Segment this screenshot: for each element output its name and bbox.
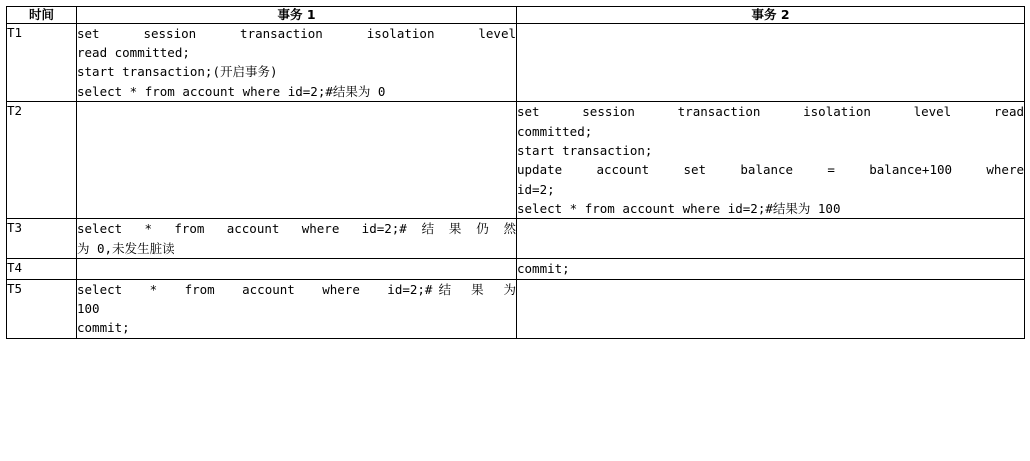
empty-cell-transaction-2 — [517, 23, 1025, 102]
column-header-time: 时间 — [7, 7, 77, 24]
sql-line: commit; — [517, 261, 570, 277]
sql-line: start transaction; — [517, 142, 653, 158]
empty-cell-transaction-1 — [77, 259, 517, 279]
column-header-transaction-2: 事务 2 — [517, 7, 1025, 24]
sql-line: 100 — [77, 300, 100, 316]
sql-line: select * from account where id=2;#结 果 为 — [77, 281, 516, 297]
sql-line: select * from account where id=2;#结果为 100 — [517, 201, 841, 216]
time-label: T5 — [7, 279, 77, 338]
sql-line: committed; — [517, 123, 593, 139]
table-row — [7, 102, 1025, 219]
sql-block-transaction-2 — [517, 259, 1025, 279]
table-row — [7, 279, 1025, 338]
sql-line: set session transaction isolation level — [77, 25, 516, 41]
table-row — [7, 219, 1025, 259]
sql-line: select * from account where id=2;#结果为 0 — [77, 83, 386, 99]
sql-line: start transaction;(开启事务) — [77, 64, 278, 80]
table-body — [7, 23, 1025, 338]
sql-block-transaction-1 — [77, 219, 517, 259]
sql-line: set session transaction isolation level read — [517, 104, 1024, 120]
sql-block-transaction-1 — [77, 23, 517, 102]
table-row — [7, 259, 1025, 279]
sql-line: commit; — [77, 320, 130, 336]
empty-cell-transaction-1 — [77, 102, 517, 219]
table-header — [7, 7, 1025, 24]
table-row — [7, 23, 1025, 102]
empty-cell-transaction-2 — [517, 219, 1025, 259]
sql-line: select * from account where id=2;#结果仍然 — [77, 221, 516, 237]
sql-block-transaction-2 — [517, 102, 1025, 219]
table-header-row — [7, 7, 1025, 24]
sql-line: update account set balance = balance+100 where — [517, 162, 1024, 178]
empty-cell-transaction-2 — [517, 279, 1025, 338]
sql-line: read committed; — [77, 45, 190, 60]
time-label: T2 — [7, 102, 77, 219]
transaction-timeline-table — [6, 6, 1025, 339]
time-label: T3 — [7, 219, 77, 259]
time-label: T4 — [7, 259, 77, 279]
sql-line: id=2; — [517, 181, 555, 197]
column-header-transaction-1: 事务 1 — [77, 7, 517, 24]
time-label: T1 — [7, 23, 77, 102]
sql-block-transaction-1 — [77, 279, 517, 338]
sql-line: 为 0,未发生脏读 — [77, 240, 175, 256]
